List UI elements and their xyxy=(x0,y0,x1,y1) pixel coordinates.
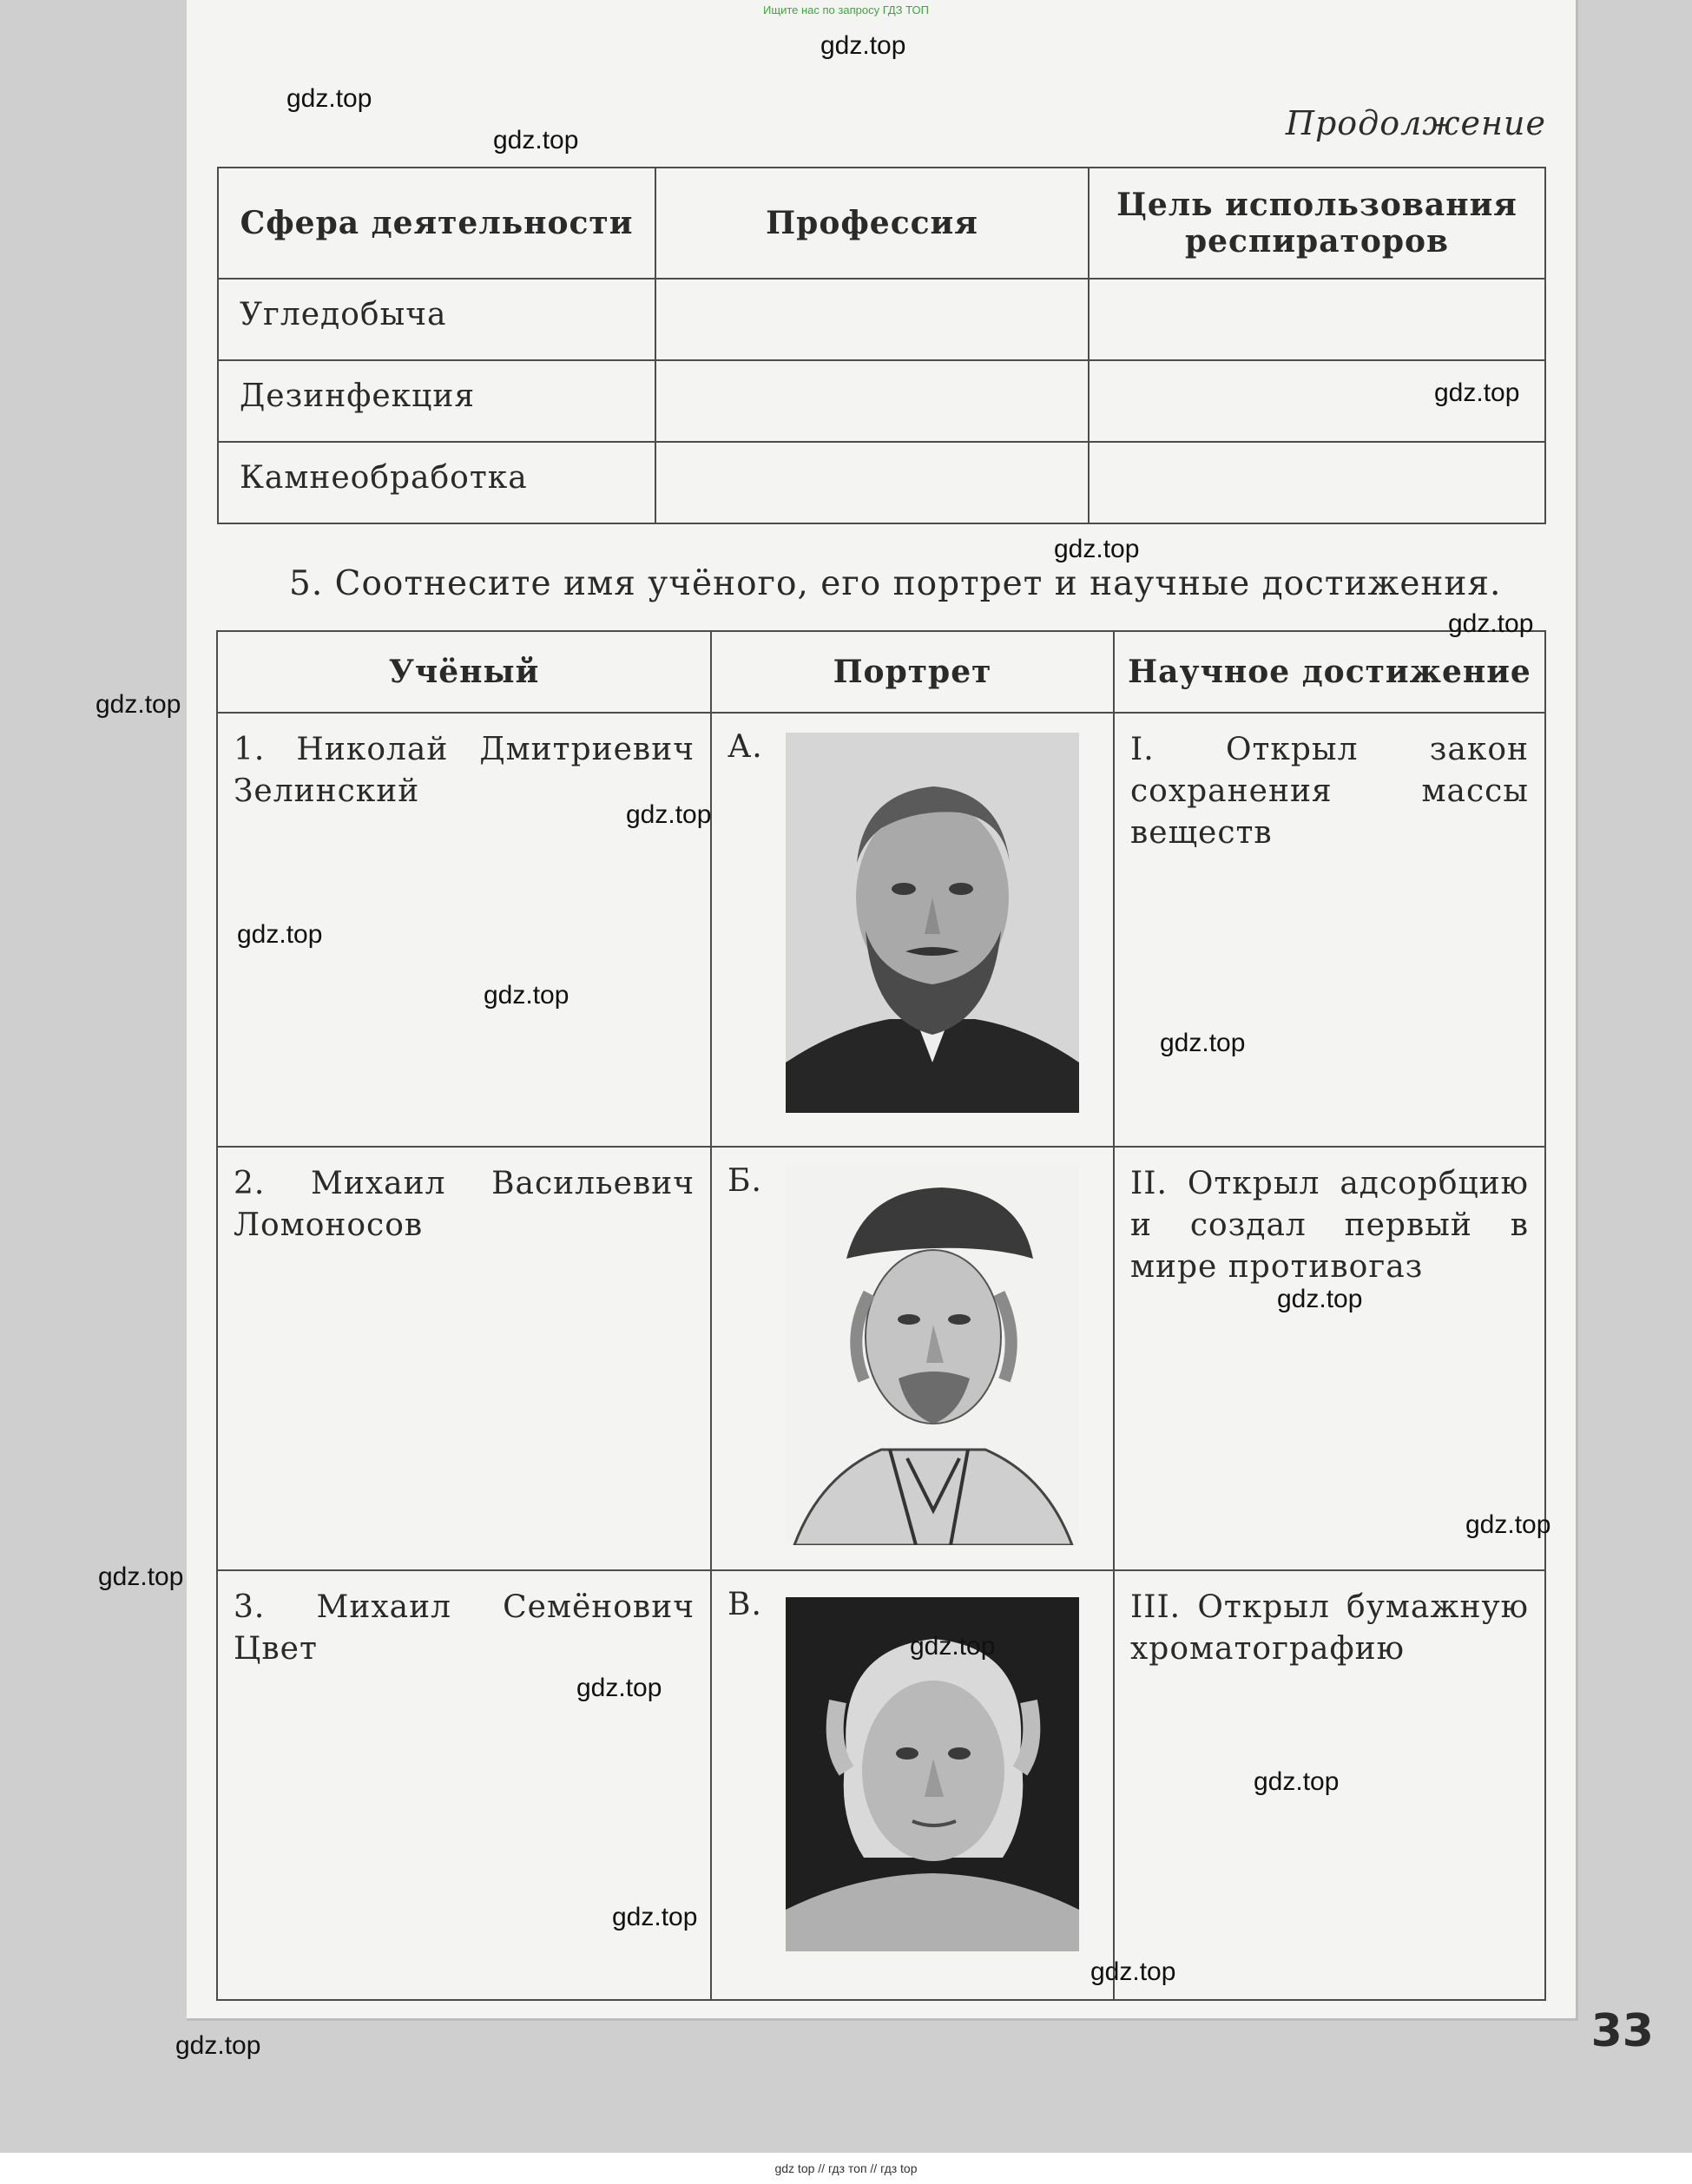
table-row xyxy=(217,1147,1545,1570)
respirators-table xyxy=(217,167,1546,524)
sphere-cell: Камнеобработка xyxy=(218,442,655,523)
profession-input-cell[interactable] xyxy=(655,442,1089,523)
achievement-cell xyxy=(1114,1147,1545,1570)
profession-input-cell[interactable] xyxy=(655,279,1089,360)
table-row xyxy=(218,279,1545,360)
header-note: Ищите нас по запросу ГДЗ ТОП xyxy=(763,3,929,16)
sphere-cell: Угледобыча xyxy=(218,279,655,360)
achievement-cell xyxy=(1114,713,1545,1147)
watermark: gdz.top xyxy=(493,126,579,155)
watermark: gdz.top xyxy=(576,1674,662,1702)
purpose-input-cell[interactable] xyxy=(1089,442,1545,523)
watermark: gdz.top xyxy=(1090,1957,1176,1986)
watermark: gdz.top xyxy=(237,920,323,949)
scientists-table xyxy=(216,630,1546,2001)
watermark: gdz.top xyxy=(484,981,569,1010)
header-achievement: Научное достижение xyxy=(1114,631,1545,713)
header-sphere: Сфера деятельности xyxy=(218,168,655,279)
table-row xyxy=(218,442,1545,523)
watermark: gdz.top xyxy=(1277,1285,1363,1313)
portrait-letter: А. xyxy=(727,729,763,765)
table-header-row xyxy=(217,631,1545,713)
watermark: gdz.top xyxy=(175,2031,261,2060)
portrait-scientist-in-cap-icon xyxy=(786,1163,1079,1545)
task-5-heading: 5. Соотнесите имя учёного, его портрет и научные достижения. xyxy=(289,564,1502,603)
achievement-text: II. Открыл адсорбцию и создал первый в мире противогаз xyxy=(1130,1166,1529,1285)
portrait-cell xyxy=(711,1147,1114,1570)
scientist-cell xyxy=(217,1147,711,1570)
watermark: gdz.top xyxy=(1448,609,1534,638)
footer-note: gdz top // гдз топ // гдз top xyxy=(774,2161,918,2175)
achievement-text: I. Открыл закон сохранения массы веществ xyxy=(1130,732,1529,851)
table-row xyxy=(218,360,1545,442)
sphere-cell: Дезинфекция xyxy=(218,360,655,442)
watermark: gdz.top xyxy=(820,31,906,60)
header-profession: Профессия xyxy=(655,168,1089,279)
scientist-cell xyxy=(217,1570,711,2000)
profession-input-cell[interactable] xyxy=(655,360,1089,442)
portrait-letter: В. xyxy=(727,1587,762,1622)
table-header-row xyxy=(218,168,1545,279)
watermark: gdz.top xyxy=(626,800,712,829)
scientist-name: 2. Михаил Васильевич Ломоносов xyxy=(234,1166,695,1243)
watermark: gdz.top xyxy=(910,1632,996,1661)
page-number: 33 xyxy=(1590,2005,1654,2057)
table-row xyxy=(217,1570,1545,2000)
achievement-text: III. Открыл бумажную хроматографию xyxy=(1130,1589,1529,1667)
watermark: gdz.top xyxy=(1054,535,1140,563)
watermark: gdz.top xyxy=(95,690,181,719)
scientist-name: 1. Николай Дмитриевич Зелинский xyxy=(234,732,695,809)
watermark: gdz.top xyxy=(612,1903,698,1931)
watermark: gdz.top xyxy=(98,1562,184,1591)
watermark: gdz.top xyxy=(1465,1510,1551,1539)
portrait-bearded-scientist-icon xyxy=(786,733,1079,1113)
watermark: gdz.top xyxy=(1160,1029,1246,1057)
watermark: gdz.top xyxy=(1434,378,1520,407)
header-scientist: Учёный xyxy=(217,631,711,713)
header-purpose: Цель использования респираторов xyxy=(1089,168,1545,279)
purpose-input-cell[interactable] xyxy=(1089,279,1545,360)
portrait-letter: Б. xyxy=(727,1163,762,1199)
portrait-cell xyxy=(711,713,1114,1147)
watermark: gdz.top xyxy=(286,84,372,113)
table-row xyxy=(217,713,1545,1147)
header-portrait: Портрет xyxy=(711,631,1114,713)
watermark: gdz.top xyxy=(1254,1767,1340,1796)
scientist-name: 3. Михаил Семёнович Цвет xyxy=(234,1589,695,1667)
continuation-label: Продолжение xyxy=(1285,104,1546,142)
